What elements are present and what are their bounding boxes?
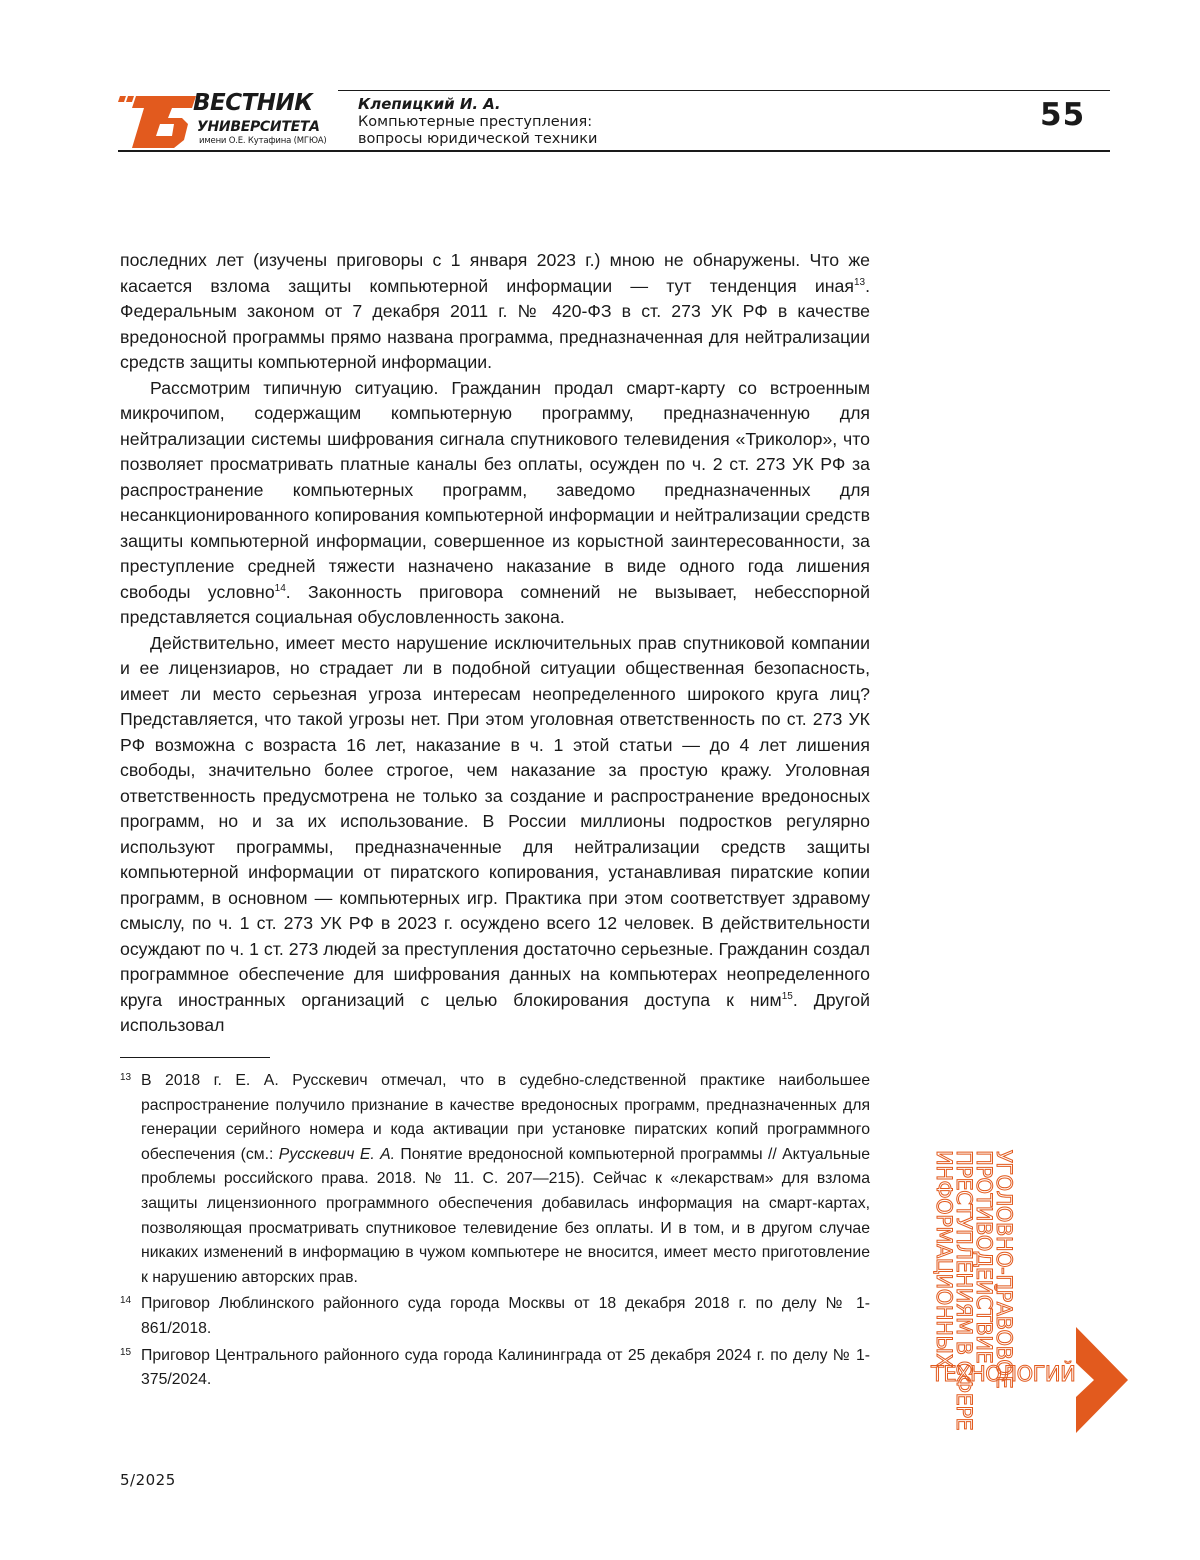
header-rule-top bbox=[338, 90, 1110, 91]
article-author: Клепицкий И. А. bbox=[358, 95, 501, 113]
journal-logo bbox=[118, 90, 323, 152]
section-rubric-vertical bbox=[934, 1150, 1014, 1430]
footnote-number: 13 bbox=[120, 1069, 131, 1087]
logo-title: ВЕСТНИК bbox=[193, 90, 313, 116]
logo-b-mark-icon bbox=[118, 90, 198, 152]
rubric-line-2: ПРОТИВОДЕЙСТВИЕ bbox=[974, 1150, 994, 1430]
running-title-line-1: Компьютерные преступления: bbox=[358, 114, 778, 131]
footnote-15: 15 Приговор Центрального районного суда города Калининграда от 25 декабря 2024 г. по делу № 1-375/2024. bbox=[120, 1344, 870, 1393]
rubric-line-1: УГОЛОВНО-ПРАВОВОЕ bbox=[994, 1150, 1014, 1430]
footnote-number: 14 bbox=[120, 1292, 131, 1310]
section-rubric bbox=[1014, 1150, 1015, 1151]
footnote-number: 15 bbox=[120, 1344, 131, 1362]
footnote-13: 13 В 2018 г. Е. А. Русскевич отмечал, что в судебно-следственной практике наибольшее распространение получило признание в качестве вредоносных программ, предназначенных для генерации серийного номера и кода активации при установке пиратских копий программного обеспечения (см.: Русскевич Е. А. Понятие вредоносной компьютерной программы // Актуальные проблемы российского права. 2018. № 11. С. 207—215). Сейчас к «лекарствам» для взлома защиты лицензионного программного обеспечения добавилась информация на смарт-картах, позволяющая просматривать спутниковое телевидение без оплаты. И в том, и в другом случае никаких изменений в информацию в чужом компьютере не вносится, имеет место приготовление к нарушению авторских прав. bbox=[120, 1069, 870, 1290]
paragraph-3: Действительно, имеет место нарушение исключительных прав спутниковой компании и ее лицензиаров, но страдает ли в подобной ситуации общественная безопасность, имеет ли место серьезная угроза интересам неопределенного широкого круга лиц? Представляется, что такой угрозы нет. При этом уголовная ответственность по ст. 273 УК РФ возможна с возраста 16 лет, наказание в ч. 1 этой статьи — до 4 лет лишения свободы, значительно более строгое, чем наказание за простую кражу. Уголовная ответственность предусмотрена не только за создание и распространение вредоносных программ, но и за их использование. В России миллионы подростков регулярно используют программы, предназначенные для нейтрализации средств защиты компьютерной информации от пиратского копирования, устанавливая пиратские копии программ, в основном — компьютерных игр. Практика при этом соответствует здравому смыслу, по ч. 1 ст. 273 УК РФ в 2023 г. осуждено всего 12 человек. В действительности осуждают по ч. 1 ст. 273 людей за преступления достаточно серьезные. Гражданин создал программное обеспечение для шифрования данных на компьютерах неопределенного круга иностранных организаций с целью блокирования доступа к ним15. Другой использовал bbox=[120, 631, 870, 1039]
footnotes bbox=[120, 1069, 870, 1395]
paragraph-1: последних лет (изучены приговоры с 1 января 2023 г.) мною не обнаружены. Что же касается взлома защиты компьютерной информации — тут тенденция иная13. Федеральным законом от 7 декабря 2011 г. № 420-ФЗ в ст. 273 УК РФ в качестве вредоносной программы прямо названа программа, предназначенная для нейтрализации средств защиты компьютерной информации. bbox=[120, 248, 870, 376]
issue-number: 5/2025 bbox=[120, 1471, 176, 1489]
article-body bbox=[120, 248, 870, 1039]
footnote-separator bbox=[120, 1057, 270, 1058]
logo-caption: имени О.Е. Кутафина (МГЮА) bbox=[199, 136, 327, 146]
rubric-arrow-icon bbox=[1074, 1325, 1130, 1435]
logo-subtitle: УНИВЕРСИТЕТА bbox=[197, 119, 320, 135]
footnote-14: 14 Приговор Люблинского районного суда города Москвы от 18 декабря 2018 г. по делу № 1-861/2018. bbox=[120, 1292, 870, 1341]
cited-author: Русскевич Е. А. bbox=[279, 1146, 395, 1163]
running-title-line-2: вопросы юридической техники bbox=[358, 131, 778, 148]
footnote-ref-14[interactable]: 14 bbox=[275, 583, 286, 594]
footnote-ref-15[interactable]: 15 bbox=[782, 991, 793, 1002]
header-rule-bottom bbox=[118, 150, 1110, 152]
page-number: 55 bbox=[1040, 97, 1085, 133]
footnote-ref-13[interactable]: 13 bbox=[854, 277, 865, 288]
rubric-line-4: ИНФОРМАЦИОННЫХ bbox=[934, 1150, 954, 1430]
article-running-title bbox=[358, 114, 778, 148]
rubric-line-3: ПРЕСТУПЛЕНИЯМ В СФЕРЕ bbox=[954, 1150, 974, 1430]
rubric-line-5: ТЕХНОЛОГИЙ bbox=[931, 1362, 1075, 1386]
paragraph-2: Рассмотрим типичную ситуацию. Гражданин продал смарт-карту со встроенным микрочипом, содержащим компьютерную программу, предназначенную для нейтрализации системы шифрования сигнала спутникового телевидения «Триколор», что позволяет просматривать платные каналы без оплаты, осужден по ч. 2 ст. 273 УК РФ за распространение компьютерных программ, заведомо предназначенных для несанкционированного копирования компьютерной информации и нейтрализации средств защиты компьютерной информации, совершенное из корыстной заинтересованности, за преступление средней тяжести назначено наказание в виде одного года лишения свободы условно14. Законность приговора сомнений не вызывает, небесспорной представляется социальная обусловленность закона. bbox=[120, 376, 870, 631]
